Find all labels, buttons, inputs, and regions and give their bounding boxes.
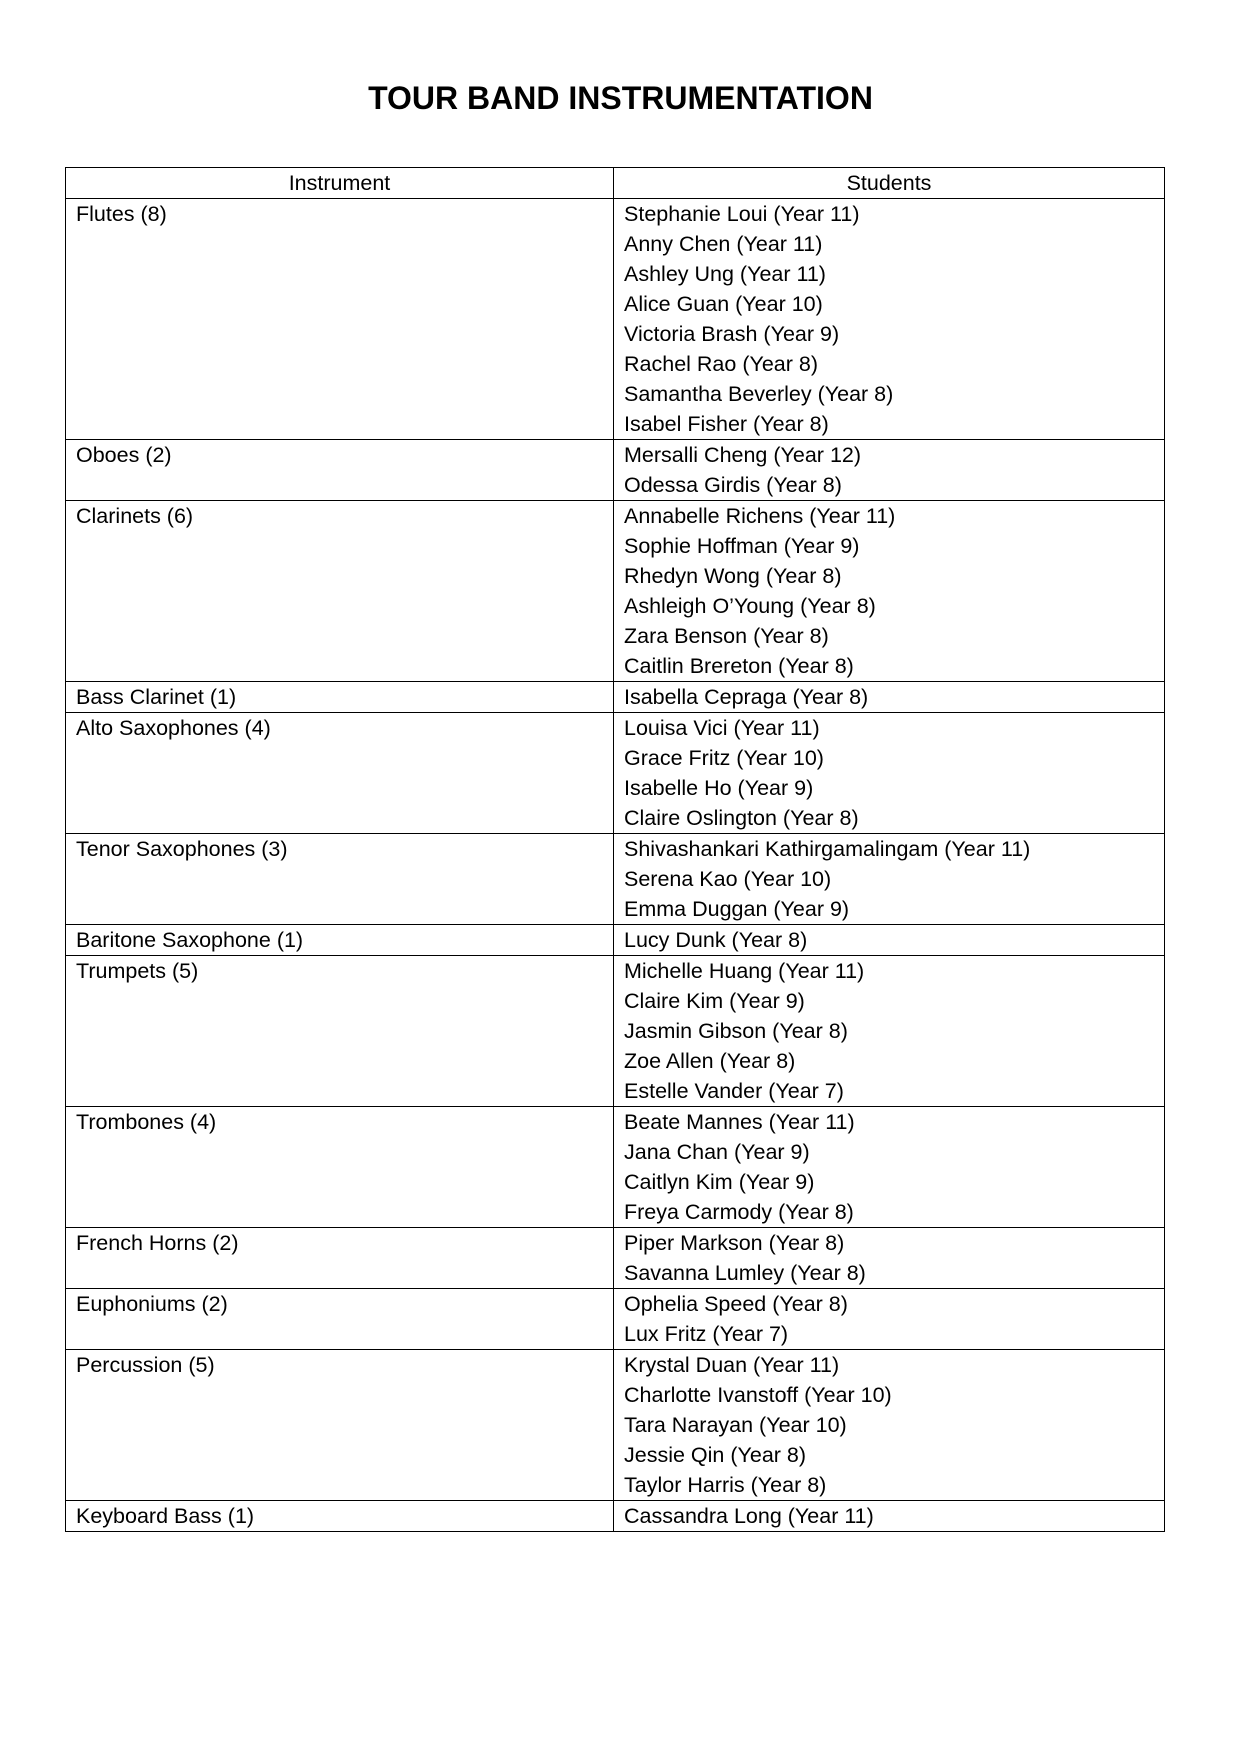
instrument-cell: Baritone Saxophone (1) [66,925,614,956]
student-name: Savanna Lumley (Year 8) [624,1261,866,1285]
instrument-cell: Alto Saxophones (4) [66,713,614,834]
student-name: Mersalli Cheng (Year 12) [624,443,862,467]
student-name: Victoria Brash (Year 9) [624,322,840,346]
student-name: Odessa Girdis (Year 8) [624,473,842,497]
student-name: Caitlyn Kim (Year 9) [624,1170,815,1194]
student-name: Zara Benson (Year 8) [624,624,829,648]
students-cell [614,1107,1165,1228]
students-cell [614,682,1165,713]
student-name: Cassandra Long (Year 11) [624,1504,874,1528]
student-name: Ashley Ung (Year 11) [624,262,826,286]
table-row [66,1350,1165,1501]
student-name: Beate Mannes (Year 11) [624,1110,855,1134]
student-name: Anny Chen (Year 11) [624,232,823,256]
student-name: Ophelia Speed (Year 8) [624,1292,848,1316]
instrument-cell: Bass Clarinet (1) [66,682,614,713]
table-body [66,199,1165,1532]
instrument-cell: Clarinets (6) [66,501,614,682]
table-header-row [66,168,1165,199]
student-name: Tara Narayan (Year 10) [624,1413,847,1437]
students-cell [614,440,1165,501]
instrument-cell: Oboes (2) [66,440,614,501]
student-name: Ashleigh O’Young (Year 8) [624,594,876,618]
student-name: Piper Markson (Year 8) [624,1231,845,1255]
table-row [66,501,1165,682]
students-cell [614,713,1165,834]
table-row [66,713,1165,834]
instrument-cell: Tenor Saxophones (3) [66,834,614,925]
student-name: Isabella Cepraga (Year 8) [624,685,869,709]
student-name: Rhedyn Wong (Year 8) [624,564,842,588]
student-name: Michelle Huang (Year 11) [624,959,865,983]
table-row [66,956,1165,1107]
student-name: Estelle Vander (Year 7) [624,1079,844,1103]
table-row [66,440,1165,501]
student-name: Jessie Qin (Year 8) [624,1443,807,1467]
table-row [66,1228,1165,1289]
instrument-cell: Percussion (5) [66,1350,614,1501]
table-row [66,1107,1165,1228]
instrumentation-table [65,167,1165,1532]
table-row [66,834,1165,925]
students-cell [614,956,1165,1107]
students-cell [614,1289,1165,1350]
student-name: Emma Duggan (Year 9) [624,897,850,921]
student-name: Claire Oslington (Year 8) [624,806,859,830]
students-cell [614,501,1165,682]
student-name: Charlotte Ivanstoff (Year 10) [624,1383,892,1407]
student-name: Louisa Vici (Year 11) [624,716,820,740]
student-name: Isabelle Ho (Year 9) [624,776,814,800]
student-name: Samantha Beverley (Year 8) [624,382,894,406]
table-row [66,1501,1165,1532]
instrument-cell: Keyboard Bass (1) [66,1501,614,1532]
student-name: Rachel Rao (Year 8) [624,352,819,376]
instrument-cell: French Horns (2) [66,1228,614,1289]
student-name: Jana Chan (Year 9) [624,1140,810,1164]
instrument-cell: Euphoniums (2) [66,1289,614,1350]
students-cell [614,199,1165,440]
instrument-column-header: Instrument [66,168,614,199]
students-cell [614,1501,1165,1532]
student-name: Annabelle Richens (Year 11) [624,504,896,528]
student-name: Caitlin Brereton (Year 8) [624,654,854,678]
students-cell [614,925,1165,956]
table-row [66,199,1165,440]
page-title: TOUR BAND INSTRUMENTATION [368,80,873,116]
student-name: Isabel Fisher (Year 8) [624,412,829,436]
students-column-header: Students [614,168,1165,199]
student-name: Zoe Allen (Year 8) [624,1049,796,1073]
student-name: Shivashankari Kathirgamalingam (Year 11) [624,837,1031,861]
students-cell [614,834,1165,925]
student-name: Lux Fritz (Year 7) [624,1322,789,1346]
table-row [66,1289,1165,1350]
students-cell [614,1228,1165,1289]
student-name: Grace Fritz (Year 10) [624,746,824,770]
table-row [66,682,1165,713]
students-cell [614,1350,1165,1501]
student-name: Lucy Dunk (Year 8) [624,928,808,952]
instrument-cell: Trombones (4) [66,1107,614,1228]
student-name: Stephanie Loui (Year 11) [624,202,860,226]
student-name: Alice Guan (Year 10) [624,292,823,316]
instrument-cell: Trumpets (5) [66,956,614,1107]
table-row [66,925,1165,956]
student-name: Jasmin Gibson (Year 8) [624,1019,848,1043]
student-name: Krystal Duan (Year 11) [624,1353,840,1377]
instrument-cell: Flutes (8) [66,199,614,440]
student-name: Claire Kim (Year 9) [624,989,805,1013]
student-name: Freya Carmody (Year 8) [624,1200,854,1224]
student-name: Serena Kao (Year 10) [624,867,832,891]
student-name: Taylor Harris (Year 8) [624,1473,827,1497]
student-name: Sophie Hoffman (Year 9) [624,534,860,558]
